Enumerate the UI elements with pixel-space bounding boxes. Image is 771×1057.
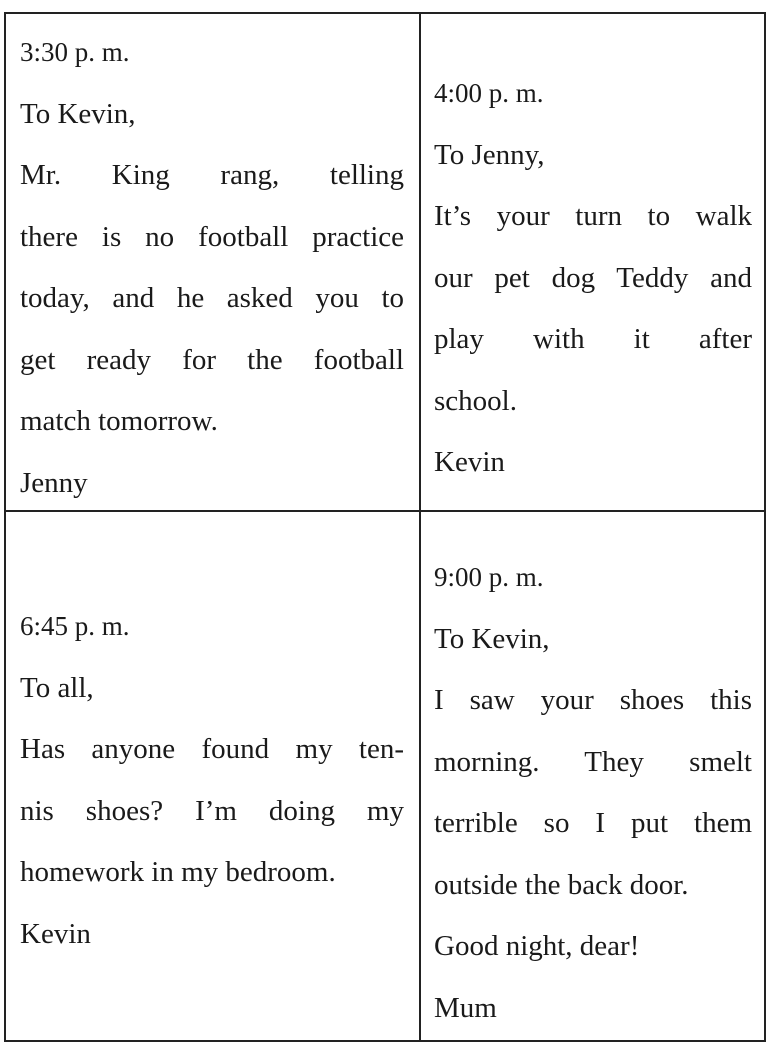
note-body-line: Good night, dear! xyxy=(434,930,640,962)
note-body-line: match tomorrow. xyxy=(20,405,218,437)
note-greeting: To Kevin, xyxy=(20,97,136,130)
note-kevin-to-jenny xyxy=(434,63,752,494)
note-body-line: outside the back door. xyxy=(434,868,689,901)
message-notes-table xyxy=(4,12,766,1042)
note-body-line: today, and he asked you to xyxy=(20,282,404,314)
note-jenny-to-kevin xyxy=(20,22,404,514)
note-body-line: Has anyone found my ten- xyxy=(20,733,404,765)
note-body-line: there is no football practice xyxy=(20,220,404,253)
note-body-line: our pet dog Teddy and xyxy=(434,261,752,294)
note-body-line: Mr. King rang, telling xyxy=(20,159,404,191)
note-body-line: terrible so I put them xyxy=(434,807,752,839)
note-time: 3:30 p. m. xyxy=(20,37,130,67)
note-time: 4:00 p. m. xyxy=(434,78,544,108)
note-greeting: To Jenny, xyxy=(434,138,545,171)
note-signature: Kevin xyxy=(20,917,91,950)
note-body-line: school. xyxy=(434,384,517,417)
note-body-line: get ready for the football xyxy=(20,343,404,376)
note-greeting: To Kevin, xyxy=(434,622,550,655)
note-greeting: To all, xyxy=(20,671,94,704)
vertical-divider xyxy=(419,14,421,1040)
note-body-line: I saw your shoes this xyxy=(434,684,752,716)
note-body-line: morning. They smelt xyxy=(434,745,752,778)
note-signature: Kevin xyxy=(434,446,505,478)
note-mum-to-kevin xyxy=(434,547,752,1039)
note-time: 6:45 p. m. xyxy=(20,611,130,641)
note-kevin-to-all xyxy=(20,596,404,965)
note-time: 9:00 p. m. xyxy=(434,562,544,592)
note-body-line: play with it after xyxy=(434,323,752,355)
note-signature: Mum xyxy=(434,991,497,1024)
note-signature: Jenny xyxy=(20,466,88,499)
note-body-line: It’s your turn to walk xyxy=(434,200,752,232)
note-body-line: nis shoes? I’m doing my xyxy=(20,794,404,827)
note-body-line: homework in my bedroom. xyxy=(20,856,336,888)
